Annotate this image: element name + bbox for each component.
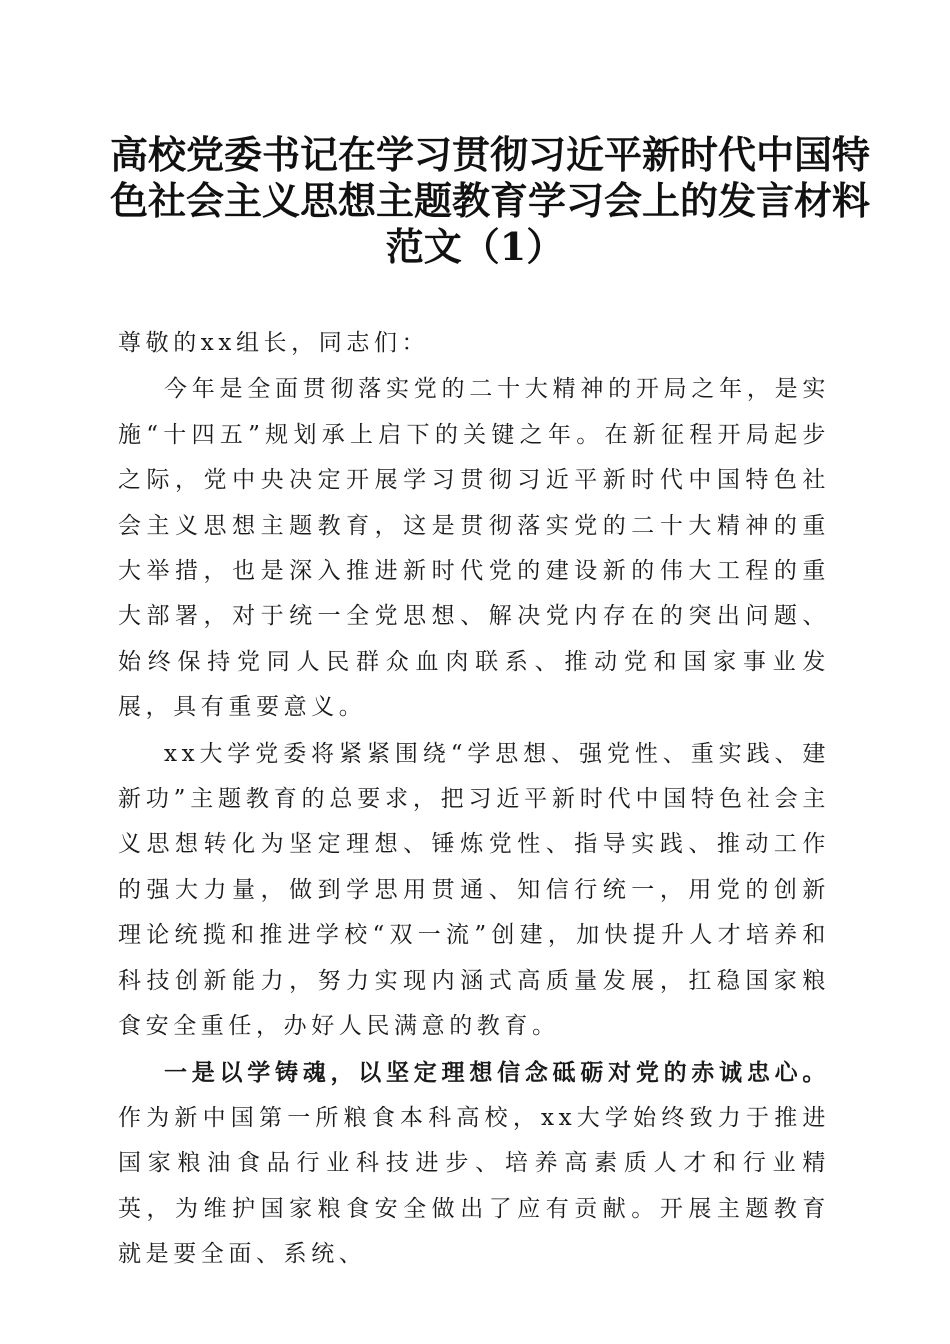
document-body (118, 321, 830, 1278)
title-line-2: 色社会主义思想主题教育学习会上的发言材料 (110, 178, 871, 223)
paragraph-2 (118, 731, 830, 1050)
title-line-1: 高校党委书记在学习贯彻习近平新时代中国特 (110, 132, 871, 177)
salutation: 尊敬的xx组长，同志们： (118, 330, 430, 356)
paragraph-1 (118, 366, 830, 730)
title-line-3: 范文（1） (385, 224, 565, 269)
paragraph-3 (118, 1050, 830, 1278)
document-title (110, 132, 871, 270)
paragraph-3-lead: 一是以学铸魂，以坚定理想信念砥砺对党的赤诚忠心。 (164, 1058, 830, 1086)
paragraph-1-text: 今年是全面贯彻落实党的二十大精神的开局之年，是实施“十四五”规划承上启下的关键之年。在新征程开局起步之际，党中央决定开展学习贯彻习近平新时代中国特色社会主义思想主题教育，这是贯彻落实党的二十大精神的重大举措，也是深入推进新时代党的建设新的伟大工程的重大部署，对于统一全党思想、解决党内存在的突出问题、始终保持党同人民群众血肉联系、推动党和国家事业发展，具有重要意义。 (118, 376, 830, 721)
paragraph-2-text: xx大学党委将紧紧围绕“学思想、强党性、重实践、建新功”主题教育的总要求，把习近平新时代中国特色社会主义思想转化为坚定理想、锤炼党性、指导实践、推动工作的强大力量，做到学思用贯通、知信行统一，用党的创新理论统揽和推进学校“双一流”创建，加快提升人才培养和科技创新能力，努力实现内涵式高质量发展，扛稳国家粮食安全重任，办好人民满意的教育。 (118, 740, 830, 1040)
paragraph-3-text: 作为新中国第一所粮食本科高校，xx大学始终致力于推进国家粮油食品行业科技进步、培养高素质人才和行业精英，为维护国家粮食安全做出了应有贡献。开展主题教育就是要全面、系统、 (118, 1104, 830, 1268)
